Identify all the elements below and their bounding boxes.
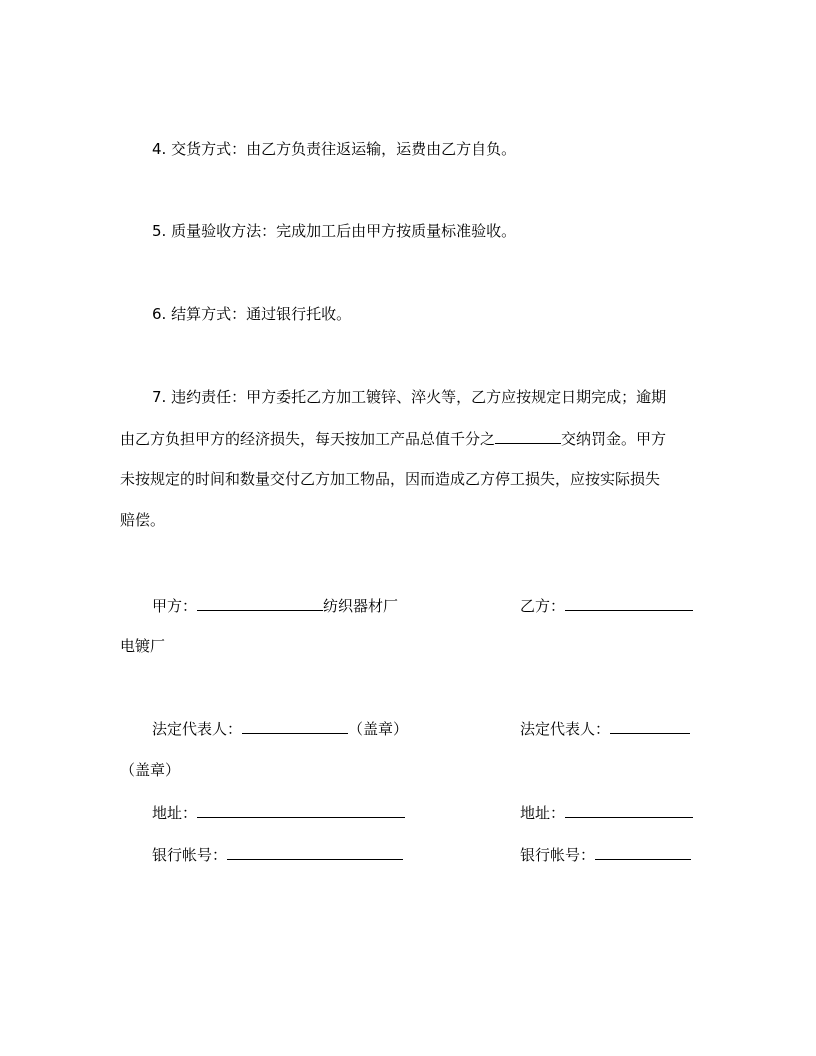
party-b-bank-label: 银行帐号： (520, 846, 596, 864)
clause-6: 6. 结算方式：通过银行托收。 (152, 305, 352, 323)
clause-7-line-3: 未按规定的时间和数量交付乙方加工物品，因而造成乙方停工损失，应按实际损失 (120, 470, 661, 488)
party-b-rep-blank[interactable] (610, 718, 690, 734)
party-b-seal: （盖章） (120, 761, 181, 779)
clause-7-line-2-text: 由乙方负担甲方的经济损失，每天按加工产品总值千分之 (120, 430, 496, 448)
party-b-name: 电镀厂 (120, 637, 166, 655)
party-a-bank-label: 银行帐号： (152, 846, 228, 864)
party-a-rep-line (152, 718, 408, 739)
party-a-address-line (152, 802, 405, 823)
clause-7-line-2 (120, 428, 666, 449)
party-a-label: 甲方： (152, 597, 198, 615)
party-a-seal: （盖章） (348, 720, 409, 738)
party-a-rep-blank[interactable] (242, 718, 348, 734)
clause-5: 5. 质量验收方法：完成加工后由甲方按质量标准验收。 (152, 222, 517, 240)
party-a-rep-label: 法定代表人： (152, 720, 243, 738)
party-b-address-label: 地址： (520, 804, 566, 822)
clause-7-line-1: 7. 违约责任：甲方委托乙方加工镀锌、淬火等，乙方应按规定日期完成；逾期 (152, 388, 667, 406)
clause-4: 4. 交货方式：由乙方负责往返运输，运费由乙方自负。 (152, 140, 517, 158)
party-a-bank-blank[interactable] (227, 844, 403, 860)
party-b-bank-line (520, 844, 691, 865)
party-b-rep-line (520, 718, 690, 739)
clause-7-line-4: 赔偿。 (120, 511, 166, 529)
party-b-line (520, 595, 693, 616)
party-a-address-label: 地址： (152, 804, 198, 822)
party-a-name: 纺织器材厂 (323, 597, 399, 615)
party-a-blank[interactable] (197, 595, 323, 611)
party-a-bank-line (152, 844, 403, 865)
penalty-rate-blank[interactable] (495, 428, 561, 444)
party-b-rep-label: 法定代表人： (520, 720, 611, 738)
party-a-line (152, 595, 398, 616)
party-a-address-blank[interactable] (197, 802, 405, 818)
party-b-address-blank[interactable] (565, 802, 693, 818)
party-b-bank-blank[interactable] (595, 844, 691, 860)
clause-7-line-2-end: 交纳罚金。甲方 (561, 430, 667, 448)
party-b-blank[interactable] (565, 595, 693, 611)
party-b-address-line (520, 802, 693, 823)
party-b-label: 乙方： (520, 597, 566, 615)
